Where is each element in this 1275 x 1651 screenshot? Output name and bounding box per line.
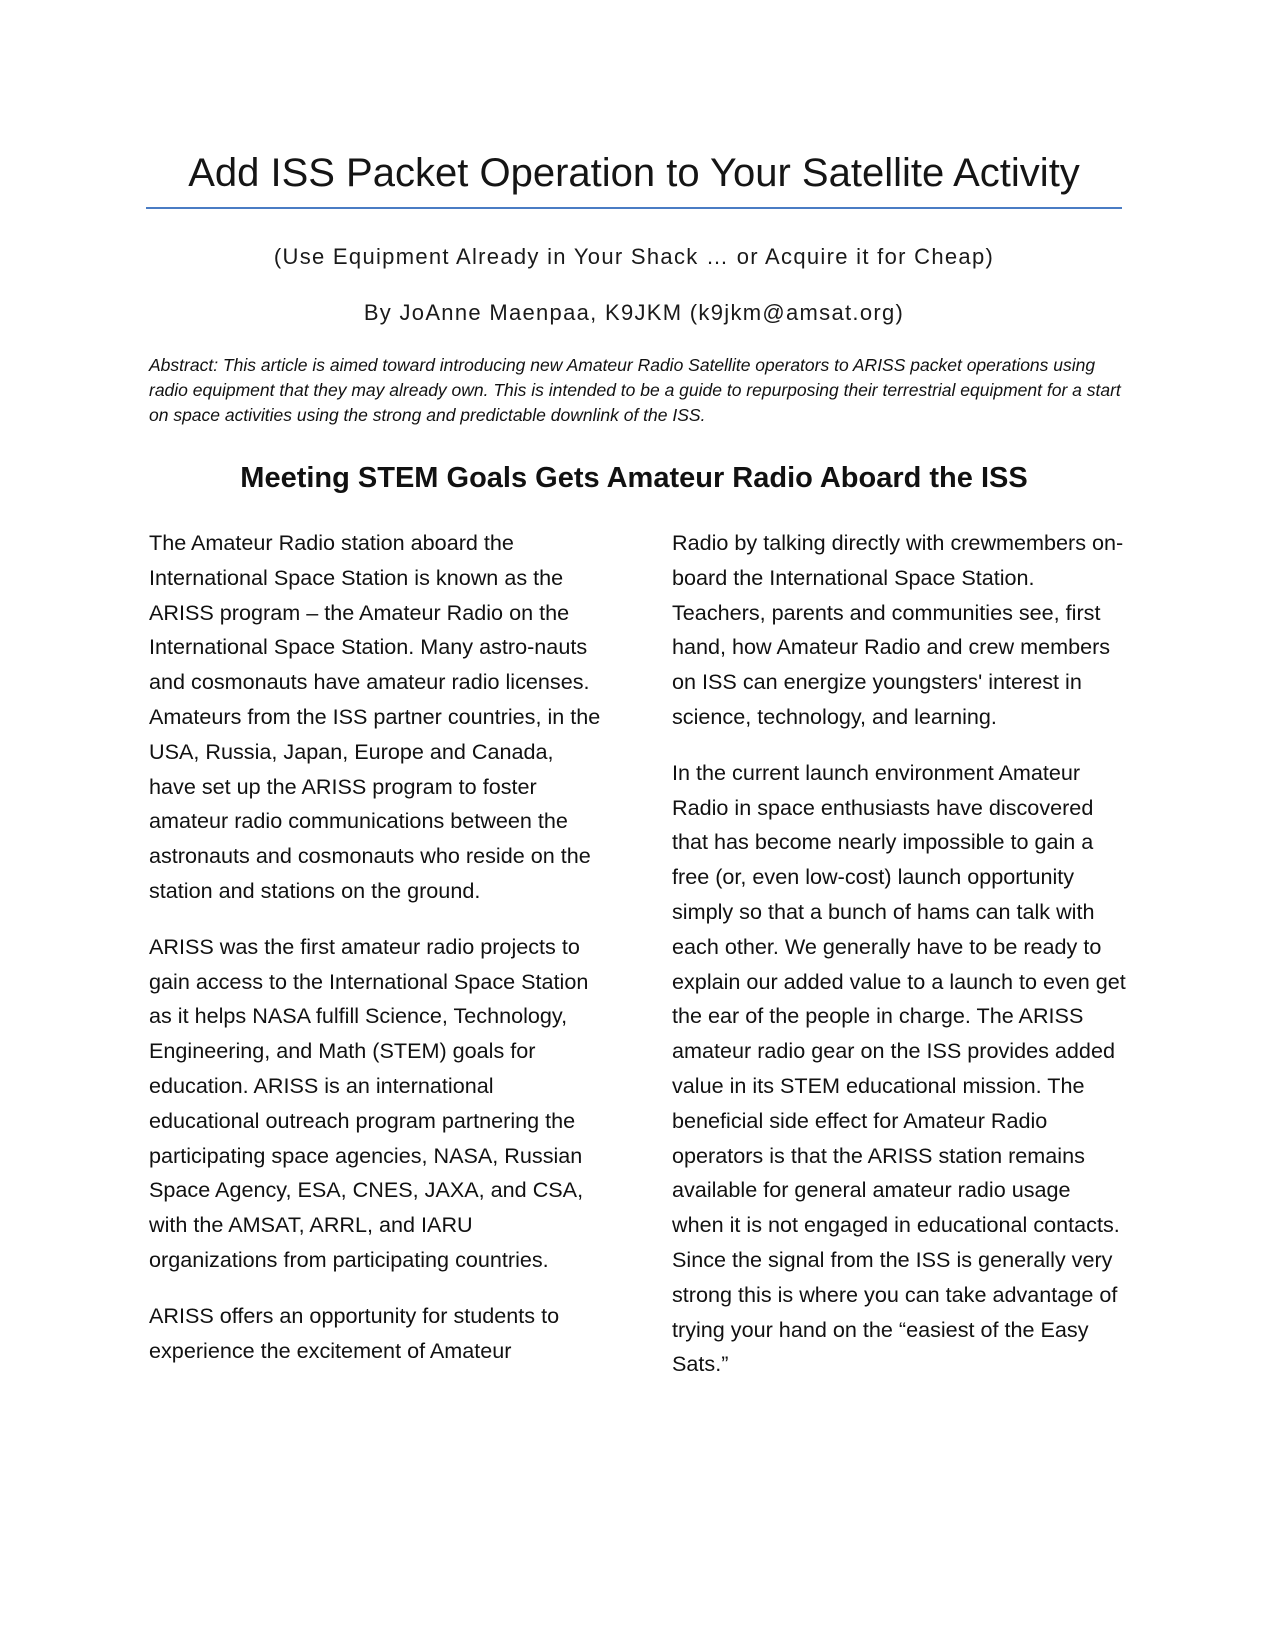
title-underline-rule: [146, 207, 1122, 209]
body-paragraph: ARISS offers an opportunity for students to experience the excitement of Amateur: [149, 1302, 560, 1363]
section-heading: Meeting STEM Goals Gets Amateur Radio Aboard the ISS: [240, 462, 1028, 494]
body-paragraph: ARISS was the first amateur radio projects to gain access to the International Space Station as it helps NASA fulfill Science, Technology, Engineering, and Math (STEM) goals for education. ARISS is an international educational outreach program partnering the participating space agencies, NASA, Russian Space Agency, ESA, CNES, JAXA, and CSA, with the AMSAT, ARRL, and IARU organizations from participating countries.: [149, 933, 589, 1272]
left-column: [149, 526, 604, 1389]
author-byline: By JoAnne Maenpaa, K9JKM (k9jkm@amsat.org): [363, 300, 905, 325]
abstract-paragraph: Abstract: This article is aimed toward introducing new Amateur Radio Satellite operators to ARISS packet operations using radio equipment that they may already own. This is intended to be a guide to repurposing their terrestrial equipment for a start on space activities using the strong and predictable downlink of the ISS.: [149, 355, 1121, 425]
body-paragraph: Radio by talking directly with crewmembers on-board the International Space Station. Teachers, parents and communities see, first hand, how Amateur Radio and crew members on ISS can energize youngsters' interest in science, technology, and learning.: [672, 530, 1124, 729]
document-subtitle: (Use Equipment Already in Your Shack … or Acquire it for Cheap): [273, 244, 995, 269]
body-paragraph: The Amateur Radio station aboard the International Space Station is known as the ARISS program – the Amateur Radio on the International Space Station. Many astro-nauts and cosmonauts have amateur radio licenses. Amateurs from the ISS partner countries, in the USA, Russia, Japan, Europe and Canada, have set up the ARISS program to foster amateur radio communications between the astronauts and cosmonauts who reside on the station and stations on the ground.: [149, 530, 601, 903]
body-paragraph: In the current launch environment Amateur Radio in space enthusiasts have discovered that has become nearly impossible to gain a free (or, even low-cost) launch opportunity simply so that a bunch of hams can talk with each other. We generally have to be ready to explain our added value to a launch to even get the ear of the people in charge. The ARISS amateur radio gear on the ISS provides added value in its STEM educational mission. The beneficial side effect for Amateur Radio operators is that the ARISS station remains available for general amateur radio usage when it is not engaged in educational contacts. Since the signal from the ISS is generally very strong this is where you can take advantage of trying your hand on the “easiest of the Easy Sats.”: [672, 759, 1126, 1377]
right-column: [672, 526, 1127, 1403]
document-title: Add ISS Packet Operation to Your Satellite Activity: [188, 151, 1080, 195]
